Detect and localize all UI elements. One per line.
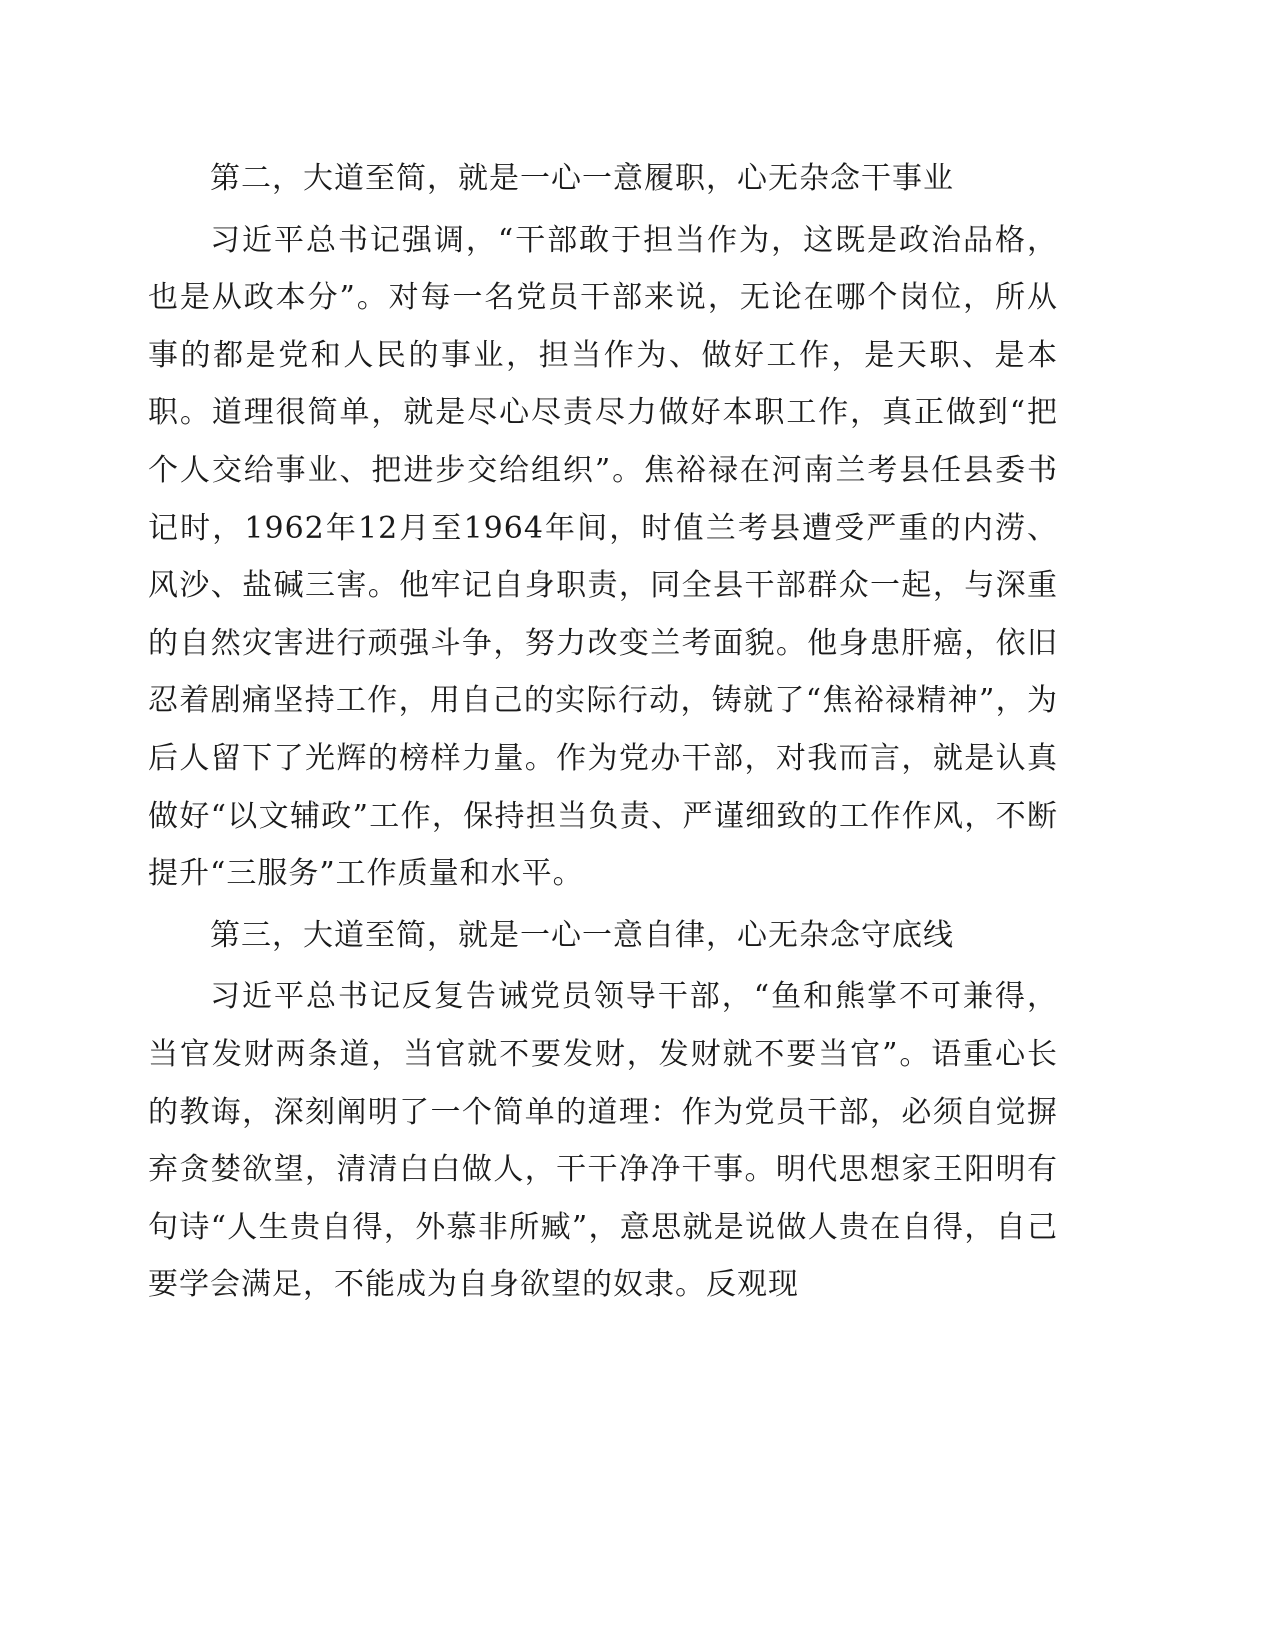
body-paragraph-second: 习近平总书记强调，“干部敢于担当作为，这既是政治品格，也是从政本分”。对每一名党员干部来说，无论在哪个岗位，所从事的都是党和人民的事业，担当作为、做好工作，是天职、是本职。道理很简单，就是尽心尽责尽力做好本职工作，真正做到“把个人交给事业、把进步交给组织”。焦裕禄在河南兰考县任县委书记时，1962年12月至1964年间，时值兰考县遭受严重的内涝、风沙、盐碱三害。他牢记自身职责，同全县干部群众一起，与深重的自然灾害进行顽强斗争，努力改变兰考面貌。他身患肝癌，依旧忍着剧痛坚持工作，用自己的实际行动，铸就了“焦裕禄精神”，为后人留下了光辉的榜样力量。作为党办干部，对我而言，就是认真做好“以文辅政”工作，保持担当负责、严谨细致的工作作风，不断提升“三服务”工作质量和水平。 [148, 222, 1058, 892]
section-heading-second: 第二，大道至简，就是一心一意履职，心无杂念干事业 [210, 161, 954, 196]
document-page [148, 150, 1058, 1318]
body-paragraph-third: 习近平总书记反复告诫党员领导干部，“鱼和熊掌不可兼得，当官发财两条道，当官就不要发财，发财就不要当官”。语重心长的教诲，深刻阐明了一个简单的道理：作为党员干部，必须自觉摒弃贪婪欲望，清清白白做人，干干净净干事。明代思想家王阳明有句诗“人生贵自得，外慕非所臧”，意思就是说做人贵在自得，自己要学会满足，不能成为自身欲望的奴隶。反观现 [148, 979, 1058, 1303]
section-heading-third: 第三，大道至简，就是一心一意自律，心无杂念守底线 [210, 917, 954, 953]
